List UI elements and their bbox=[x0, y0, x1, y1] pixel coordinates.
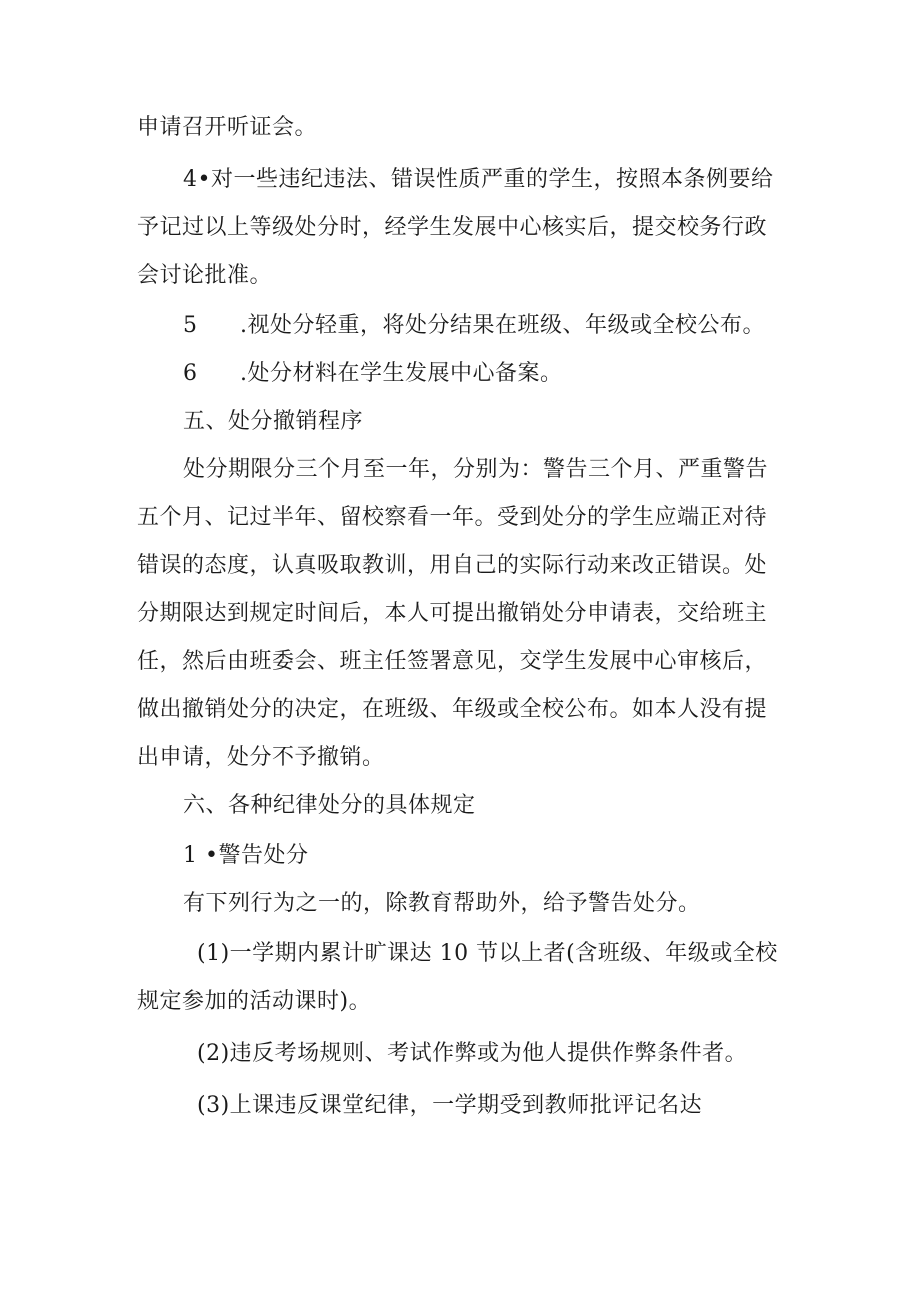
text-line-8: 五个月、记过半年、留校察看一年。受到处分的学生应端正对待 bbox=[137, 505, 768, 530]
text-line-13: 出申请，处分不予撤销。 bbox=[137, 745, 385, 770]
text-line-2: 4•对一些违纪违法、错误性质严重的学生，按照本条例要给 bbox=[183, 167, 774, 192]
text-line-3: 予记过以上等级处分时，经学生发展中心核实后，提交校务行政 bbox=[137, 215, 768, 240]
text-line-10: 分期限达到规定时间后，本人可提出撤销处分申请表，交给班主 bbox=[137, 601, 768, 626]
text-line-12: 做出撤销处分的决定，在班级、年级或全校公布。如本人没有提 bbox=[137, 697, 768, 722]
text-line-7: 处分期限分三个月至一年，分别为：警告三个月、严重警告 bbox=[183, 457, 769, 482]
text-line-6: .处分材料在学生发展中心备案。 bbox=[240, 361, 563, 386]
text-line-9: 错误的态度，认真吸取教训，用自己的实际行动来改正错误。处 bbox=[137, 553, 768, 578]
text-line-14: 有下列行为之一的，除教育帮助外，给予警告处分。 bbox=[183, 891, 701, 916]
section-heading-5: 五、处分撤销程序 bbox=[183, 409, 364, 434]
list-item-3: (3)上课违反课堂纪律，一学期受到教师批评记名达 bbox=[197, 1093, 703, 1118]
text-line-5: .视处分轻重，将处分结果在班级、年级或全校公布。 bbox=[240, 313, 765, 338]
text-line-11: 任，然后由班委会、班主任签署意见，交学生发展中心审核后， bbox=[137, 649, 768, 674]
text-line-4: 会讨论批准。 bbox=[137, 263, 273, 288]
list-item-2: (2)违反考场规则、考试作弊或为他人提供作弊条件者。 bbox=[197, 1041, 748, 1066]
section-heading-6: 六、各种纪律处分的具体规定 bbox=[183, 793, 476, 818]
text-line-1: 申请召开听证会。 bbox=[137, 115, 318, 140]
list-item-1-continued: 规定参加的活动课时)。 bbox=[137, 989, 372, 1014]
list-item-1: (1)一学期内累计旷课达 10 节以上者(含班级、年级或全校 bbox=[197, 941, 778, 966]
list-number-5: 5 bbox=[183, 313, 198, 338]
subsection-heading-1: 1 •警告处分 bbox=[183, 843, 309, 868]
list-number-6: 6 bbox=[183, 361, 198, 386]
